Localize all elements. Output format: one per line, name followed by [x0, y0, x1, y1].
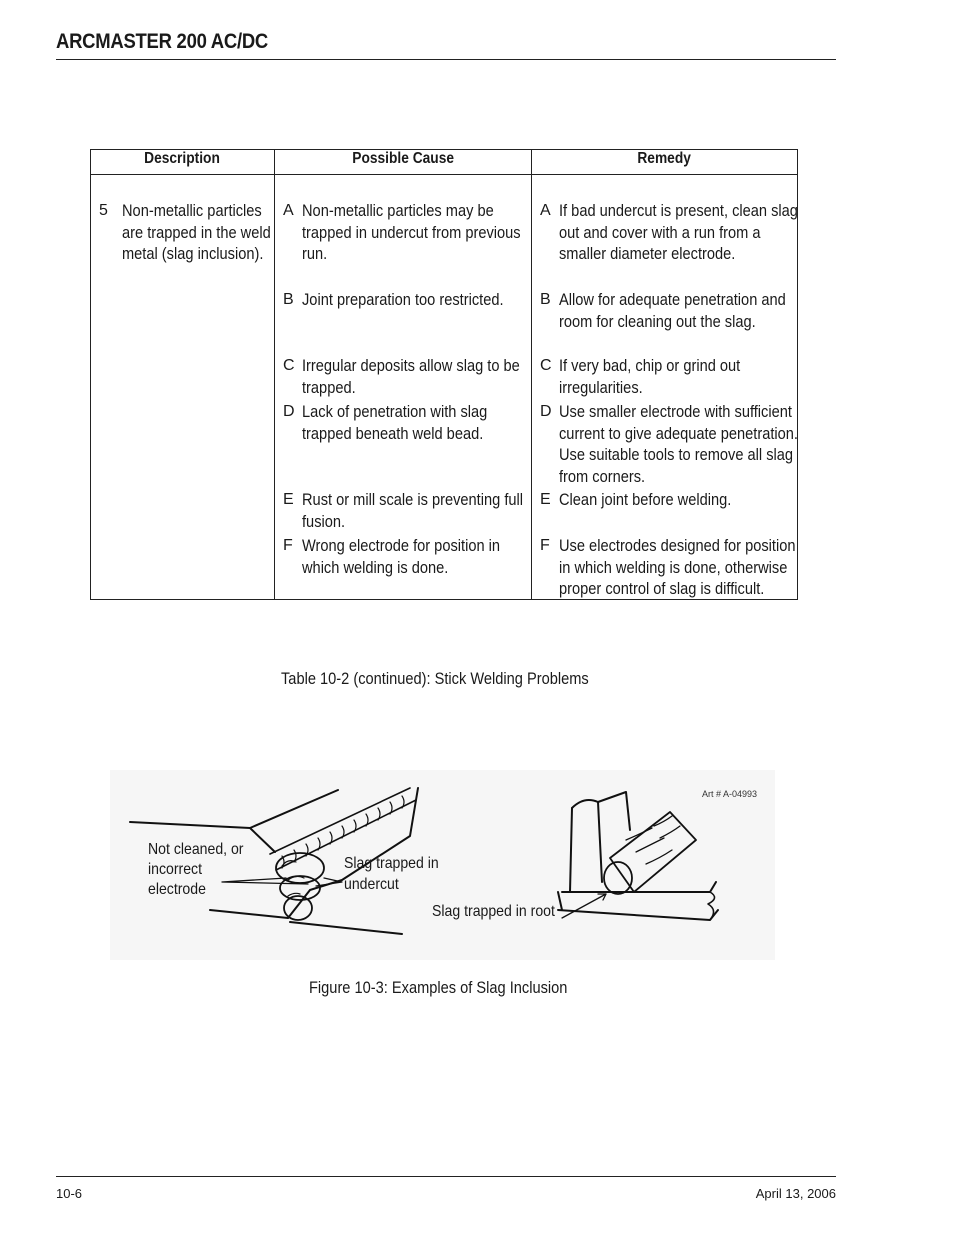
cause-key: A	[283, 202, 294, 219]
page-number: 10-6	[56, 1186, 83, 1201]
label-root: Slag trapped in root	[432, 903, 555, 920]
remedy-text: If bad undercut is present, clean slag out and cover with a run from a smaller diameter electrode.	[559, 201, 798, 263]
possible-cause-cell	[275, 175, 532, 600]
header-rule	[56, 59, 836, 60]
remedy-text: If very bad, chip or grind out irregularities.	[559, 356, 741, 397]
cause-text: Joint preparation too restricted.	[302, 290, 504, 309]
table-header-row	[91, 150, 798, 175]
art-number: Art # A-04993	[702, 789, 758, 799]
header-possible-cause: Possible Cause	[275, 150, 532, 175]
slag-inclusion-figure	[110, 770, 775, 960]
table-caption: Table 10-2 (continued): Stick Welding Problems	[281, 669, 589, 688]
label-not-cleaned-line2: incorrect	[148, 861, 202, 878]
remedy-key: F	[540, 537, 550, 554]
cause-key: C	[283, 357, 295, 374]
remedy-key: D	[540, 403, 552, 420]
cause-text: Wrong electrode for position in which welding is done.	[302, 536, 501, 577]
description-number: 5	[99, 202, 108, 219]
header-description: Description	[91, 150, 275, 175]
label-undercut-line2: undercut	[344, 876, 399, 893]
cause-key: D	[283, 403, 295, 420]
label-undercut-line1: Slag trapped in	[344, 855, 439, 872]
remedy-key: C	[540, 357, 552, 374]
remedy-cell	[532, 175, 798, 600]
stick-welding-problems-table	[90, 149, 798, 600]
table-row	[91, 175, 798, 600]
remedy-text: Use electrodes designed for position in which welding is done, otherwise proper control of slag is difficult.	[559, 536, 796, 598]
label-not-cleaned-line1: Not cleaned, or	[148, 841, 244, 858]
cause-key: E	[283, 491, 294, 508]
remedy-key: B	[540, 291, 551, 308]
page-header-title: ARCMASTER 200 AC/DC	[56, 30, 268, 53]
remedy-text: Allow for adequate penetration and room for cleaning out the slag.	[559, 290, 786, 331]
cause-key: F	[283, 537, 293, 554]
remedy-text: Clean joint before welding.	[559, 490, 732, 509]
slag-inclusion-illustration	[110, 770, 775, 960]
remedy-key: A	[540, 202, 551, 219]
remedy-key: E	[540, 491, 551, 508]
page-date: April 13, 2006	[755, 1186, 836, 1201]
label-not-cleaned-line3: electrode	[148, 881, 206, 898]
cause-text: Lack of penetration with slag trapped beneath weld bead.	[302, 402, 488, 443]
cause-text: Non-metallic particles may be trapped in undercut from previous run.	[302, 201, 521, 263]
header-remedy: Remedy	[532, 150, 798, 175]
description-cell	[91, 175, 275, 600]
cause-key: B	[283, 291, 294, 308]
cause-text: Rust or mill scale is preventing full fusion.	[302, 490, 524, 531]
figure-caption: Figure 10-3: Examples of Slag Inclusion	[309, 978, 568, 997]
footer-rule	[56, 1176, 836, 1177]
remedy-text: Use smaller electrode with sufficient current to give adequate penetration. Use suitable tools to remove all slag from corners.	[559, 402, 798, 486]
cause-text: Irregular deposits allow slag to be trapped.	[302, 356, 520, 397]
description-text: Non-metallic particles are trapped in the weld metal (slag inclusion).	[122, 201, 271, 263]
